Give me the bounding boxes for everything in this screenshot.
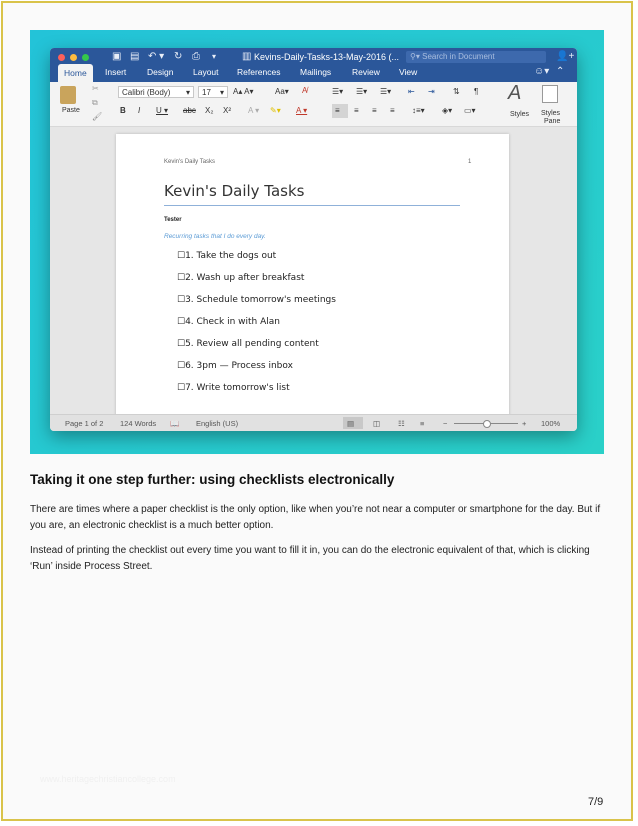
- article-heading: Taking it one step further: using checklists electronically: [30, 472, 395, 487]
- paste-icon[interactable]: [60, 86, 76, 104]
- share-icon[interactable]: 👤+: [556, 51, 575, 62]
- smiley-icon[interactable]: ☺▾: [534, 66, 550, 77]
- redo-icon[interactable]: ↻: [174, 51, 183, 62]
- justify-icon[interactable]: ≡: [390, 106, 395, 115]
- superscript-button[interactable]: X²: [223, 106, 231, 115]
- page-header-number: 1: [468, 159, 472, 165]
- copy-icon[interactable]: ⧉: [92, 98, 98, 107]
- search-input[interactable]: [406, 51, 546, 63]
- page-header-text: Kevin's Daily Tasks: [164, 159, 216, 165]
- font-size-value: 17: [202, 88, 211, 97]
- print-layout-icon: ▤: [347, 419, 355, 428]
- font-size-select[interactable]: [198, 86, 228, 98]
- title-bar: [50, 48, 577, 82]
- tab-layout[interactable]: Layout: [193, 67, 219, 77]
- strikethrough-button[interactable]: abc: [183, 106, 196, 115]
- align-right-icon[interactable]: ≡: [372, 106, 377, 115]
- borders-icon[interactable]: ▭▾: [464, 106, 476, 115]
- subscript-button[interactable]: X₂: [205, 106, 214, 115]
- collapse-ribbon-icon[interactable]: ⌃: [556, 66, 565, 77]
- maximize-button[interactable]: [82, 54, 89, 61]
- sort-icon[interactable]: ⇅: [453, 87, 460, 96]
- word-window: [50, 48, 577, 431]
- checklist-item[interactable]: ☐6. 3pm — Process inbox: [177, 361, 293, 371]
- status-bar: [50, 414, 577, 431]
- checklist-item[interactable]: ☐2. Wash up after breakfast: [177, 273, 305, 283]
- font-name-value: Calibri (Body): [122, 88, 171, 97]
- page-indicator: 7/9: [588, 796, 604, 808]
- article-paragraph-2: Instead of printing the checklist out every time you want to fill it in, you can do the electronic equivalent of that, which is clicking ‘Run’ inside Process Street.: [30, 545, 590, 572]
- zoom-level[interactable]: 100%: [541, 419, 561, 428]
- text-effects-icon[interactable]: A ▾: [248, 106, 260, 115]
- chevron-down-icon: ▾: [219, 88, 224, 97]
- document-author: Tester: [164, 217, 182, 223]
- tab-home[interactable]: Home: [58, 64, 93, 82]
- checklist-item[interactable]: ☐1. Take the dogs out: [177, 251, 277, 261]
- multilevel-list-icon[interactable]: ☰▾: [380, 87, 392, 96]
- increase-indent-icon[interactable]: ⇥: [428, 87, 435, 96]
- tab-mailings[interactable]: Mailings: [300, 67, 332, 77]
- checklist-item[interactable]: ☐3. Schedule tomorrow's meetings: [177, 295, 336, 305]
- change-case-icon[interactable]: Aa▾: [275, 87, 289, 96]
- document-area: [50, 127, 577, 414]
- article-paragraph-1: There are times where a paper checklist is the only option, like when you’re not near a computer or smartphone for the day. But if you are, an electronic checklist is a much better option.: [30, 504, 601, 531]
- web-layout-icon[interactable]: ◫: [373, 419, 381, 428]
- styles-label: Styles: [510, 111, 530, 118]
- tab-references[interactable]: References: [237, 67, 281, 77]
- document-title: Kevins-Daily-Tasks-13-May-2016 (...: [254, 52, 400, 62]
- draft-icon[interactable]: ≡: [420, 419, 425, 428]
- zoom-slider-thumb[interactable]: [483, 420, 491, 428]
- proofing-icon[interactable]: 📖: [170, 419, 180, 428]
- zoom-out-icon[interactable]: −: [443, 419, 448, 428]
- styles-icon[interactable]: A: [508, 82, 522, 104]
- checklist-item[interactable]: ☐4. Check in with Alan: [177, 317, 280, 327]
- search-placeholder: Search in Document: [422, 52, 495, 61]
- outline-icon[interactable]: ☷: [398, 419, 405, 428]
- watermark: www.heritagechristiancollege.com: [40, 774, 176, 784]
- styles-pane-label-2: Pane: [544, 118, 561, 125]
- tab-design[interactable]: Design: [147, 67, 174, 77]
- checklist-item[interactable]: ☐5. Review all pending content: [177, 339, 319, 349]
- document-title-text: Kevin's Daily Tasks: [164, 182, 305, 200]
- sidebar-icon[interactable]: ▣: [112, 51, 122, 62]
- tab-review[interactable]: Review: [352, 67, 380, 77]
- numbering-icon[interactable]: ☰▾: [356, 87, 368, 96]
- minimize-button[interactable]: [70, 54, 77, 61]
- customize-icon[interactable]: ▾: [212, 52, 217, 61]
- close-button[interactable]: [58, 54, 65, 61]
- print-icon[interactable]: ⎙: [192, 51, 200, 62]
- bold-button[interactable]: B: [120, 106, 126, 115]
- document-icon: ▥: [242, 51, 252, 62]
- ribbon: [50, 82, 577, 127]
- font-color-icon[interactable]: A ▾: [296, 106, 308, 115]
- screenshot-image: [30, 30, 604, 454]
- paste-label: Paste: [62, 107, 80, 114]
- document-page[interactable]: [116, 134, 509, 424]
- undo-icon[interactable]: ↶ ▾: [148, 51, 165, 62]
- align-center-icon[interactable]: ≡: [354, 106, 359, 115]
- shading-icon[interactable]: ◈▾: [442, 106, 453, 115]
- document-subtitle: Recurring tasks that I do every day.: [164, 233, 266, 240]
- chevron-down-icon: ▾: [185, 88, 190, 97]
- font-name-select[interactable]: [118, 86, 194, 98]
- decrease-indent-icon[interactable]: ⇤: [408, 87, 415, 96]
- cut-icon[interactable]: ✂: [92, 84, 99, 93]
- format-painter-icon[interactable]: 🖌: [92, 112, 103, 121]
- styles-pane-label-1: Styles: [541, 110, 561, 117]
- save-icon[interactable]: ▤: [130, 51, 140, 62]
- bullets-icon[interactable]: ☰▾: [332, 87, 344, 96]
- line-spacing-icon[interactable]: ↕≡▾: [412, 106, 425, 115]
- tab-view[interactable]: View: [399, 67, 418, 77]
- zoom-in-icon[interactable]: +: [522, 419, 527, 428]
- styles-pane-icon[interactable]: [542, 85, 558, 103]
- page-count[interactable]: Page 1 of 2: [65, 419, 104, 428]
- title-underline: [164, 205, 460, 206]
- language-label[interactable]: English (US): [196, 419, 239, 428]
- underline-button[interactable]: U ▾: [156, 106, 169, 115]
- clear-format-icon[interactable]: A̸: [302, 86, 308, 95]
- grow-font-icon[interactable]: A▴ A▾: [233, 87, 254, 96]
- paragraph-marks-icon[interactable]: ¶: [474, 87, 479, 96]
- align-left-icon: ≡: [335, 106, 340, 115]
- word-count[interactable]: 124 Words: [120, 419, 157, 428]
- search-icon: ⚲▾: [410, 52, 423, 61]
- italic-button[interactable]: I: [138, 106, 141, 115]
- tab-insert[interactable]: Insert: [105, 67, 127, 77]
- highlight-icon[interactable]: ✎▾: [270, 106, 281, 115]
- checklist-item[interactable]: ☐7. Write tomorrow's list: [177, 383, 290, 393]
